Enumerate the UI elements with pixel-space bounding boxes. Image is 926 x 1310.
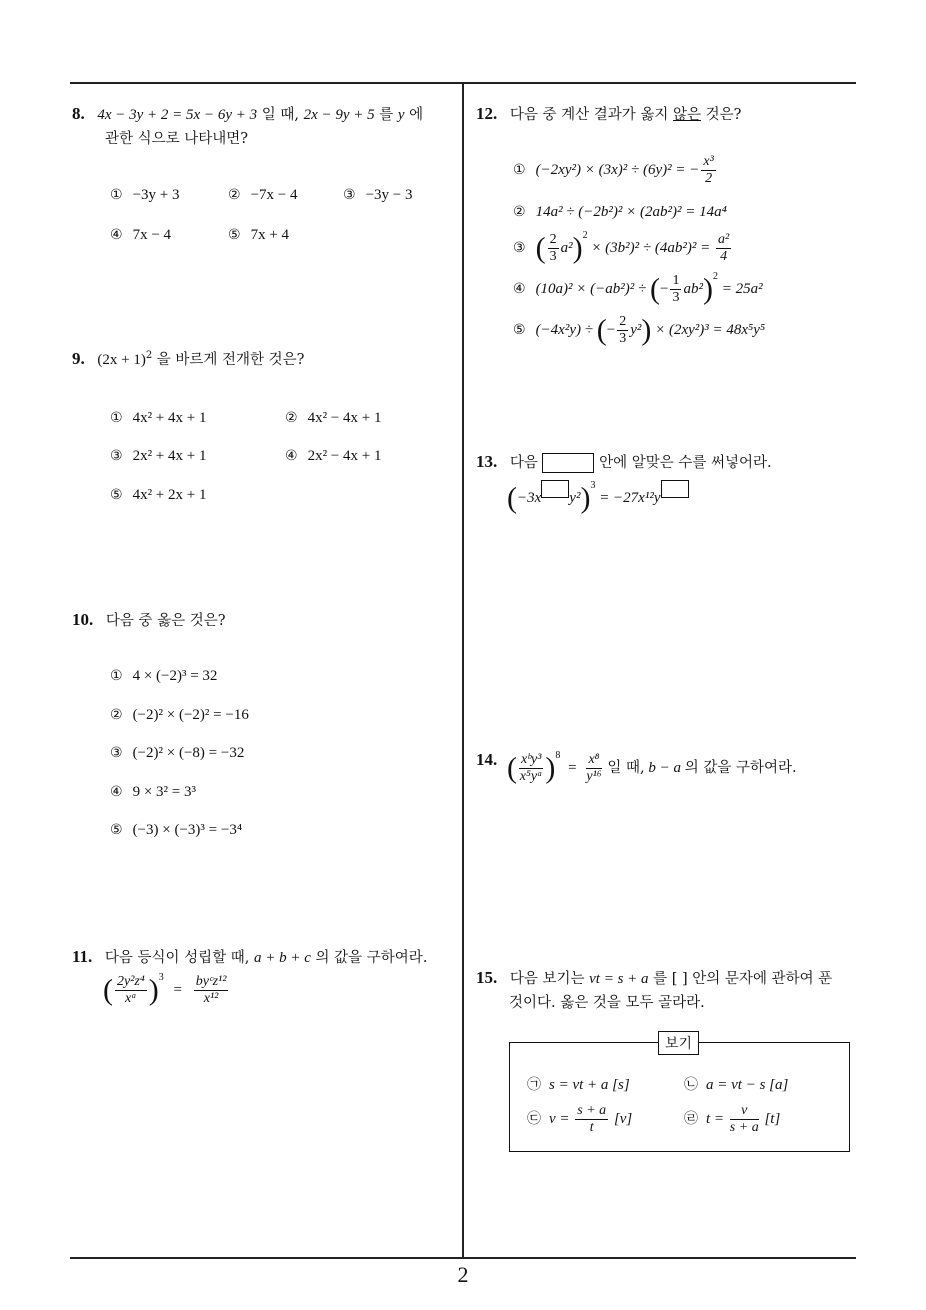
choice-5[interactable]: ⑤ 7x + 4 [228, 227, 290, 243]
choice-5[interactable]: ⑤ 4x² + 2x + 1 [110, 487, 207, 503]
expression: 2x − 9y + 5 [303, 107, 375, 123]
choice-1[interactable]: ① −3y + 3 [110, 187, 180, 203]
question-number: 13. [476, 452, 498, 471]
question-11: 11. 다음 등식이 성립할 때, a + b + c 의 값을 구하여라. [72, 947, 428, 966]
question-15: 15. 다음 보기는 vt = s + a 를 [ ] 안의 문자에 관하여 푼 것이다. 옳은 것을 모두 골라라. [476, 968, 833, 1011]
question-number: 11. [72, 947, 93, 966]
exponent-blank[interactable] [661, 480, 689, 498]
choice-5[interactable]: ⑤ (−3) × (−3)³ = −3⁴ [110, 822, 243, 838]
question-10: 10. 다음 중 옳은 것은? [72, 610, 226, 629]
question-13: 13. 다음 안에 알맞은 수를 써넣어라. [476, 452, 772, 471]
choice-4[interactable]: ④ (10a)² × (−ab²)² ÷ (− $\frac{1}{3}$ ab²)$^2$ = 25a² [513, 270, 763, 306]
choice-5[interactable]: ⑤ (−4x²y) ÷ (− $\frac{2}{3}$ y²) × (2xy²)³ = 48x⁵y⁵ [513, 313, 766, 347]
example-box-label: 보기 [658, 1031, 699, 1055]
question-number: 9. [72, 349, 85, 368]
column-divider [462, 83, 464, 1258]
choice-2[interactable]: ② (−2)² × (−2)² = −16 [110, 707, 249, 723]
question-number: 8. [72, 104, 85, 123]
bottom-rule [70, 1257, 856, 1259]
choice-1[interactable]: ① (−2xy²) × (3x)² ÷ (6y)² = − $\frac{\text{x³}}{2}$ [513, 154, 714, 186]
choice-3[interactable]: ③ −3y − 3 [343, 187, 413, 203]
choice-1[interactable]: ① 4x² + 4x + 1 [110, 410, 207, 426]
example-item-a: ㉠ s = vt + a [s] [527, 1077, 630, 1093]
choice-2[interactable]: ② 4x² − 4x + 1 [285, 410, 382, 426]
exponent-blank[interactable] [541, 480, 569, 498]
question-number: 12. [476, 104, 498, 123]
choice-4[interactable]: ④ 9 × 3² = 3³ [110, 784, 196, 800]
equation: 4x − 3y + 2 = 5x − 6y + 3 [97, 107, 258, 123]
choice-3[interactable]: ③ 2x² + 4x + 1 [110, 448, 207, 464]
answer-blank[interactable] [542, 453, 594, 473]
question-9: 9. $(2x + 1)^2$ 을 바르게 전개한 것은? [72, 349, 305, 368]
example-item-c: ㉢ v = $\frac{s + a}{t}$ [v] [527, 1103, 633, 1135]
choice-2[interactable]: ② −7x − 4 [228, 187, 298, 203]
choice-2[interactable]: ② 14a² ÷ (−2b²)² × (2ab²)² = 14a⁴ [513, 204, 727, 220]
equation-14: ( $\frac{\text{xᵇy³}}{\text{x⁵yᵃ}}$ )$^8$ = $\frac{\text{x⁸}}{\text{y¹⁶}}$ 일 때, b − a 의 값을 구하여라. [507, 749, 797, 785]
question-12: 12. 다음 중 계산 결과가 옳지 않은 것은? [476, 104, 742, 123]
choice-3[interactable]: ③ ( $\frac{2}{3}$ a²)$^2$ × (3b²)² ÷ (4ab²)² = $\frac{\text{a²}}{4}$ [513, 229, 730, 265]
example-item-b: ㉡ a = vt − s [a] [684, 1077, 789, 1093]
choice-4[interactable]: ④ 2x² − 4x + 1 [285, 448, 382, 464]
equation-11: ( $\frac{\text{2y²z⁴}}{\text{xᵃ}}$ )$^3$ = $\frac{\text{byᶜz¹²}}{\text{x¹²}}$ [103, 971, 227, 1007]
page-number: 2 [457, 1262, 469, 1287]
question-number: 10. [72, 610, 94, 629]
equation-13: (−3x y²)$^3$ = −27x¹²y [507, 480, 689, 514]
question-8: 8. 4x − 3y + 2 = 5x − 6y + 3 일 때, 2x − 9y + 5 를 y 에 관한 식으로 나타내면? [72, 104, 424, 147]
question-number: 15. [476, 968, 498, 987]
example-item-d: ㉣ t = $\frac{v}{s + a}$ [t] [684, 1103, 781, 1135]
choice-4[interactable]: ④ 7x − 4 [110, 227, 172, 243]
choice-1[interactable]: ① 4 × (−2)³ = 32 [110, 668, 218, 684]
question-number: 14. [476, 750, 498, 769]
choice-3[interactable]: ③ (−2)² × (−8) = −32 [110, 745, 245, 761]
